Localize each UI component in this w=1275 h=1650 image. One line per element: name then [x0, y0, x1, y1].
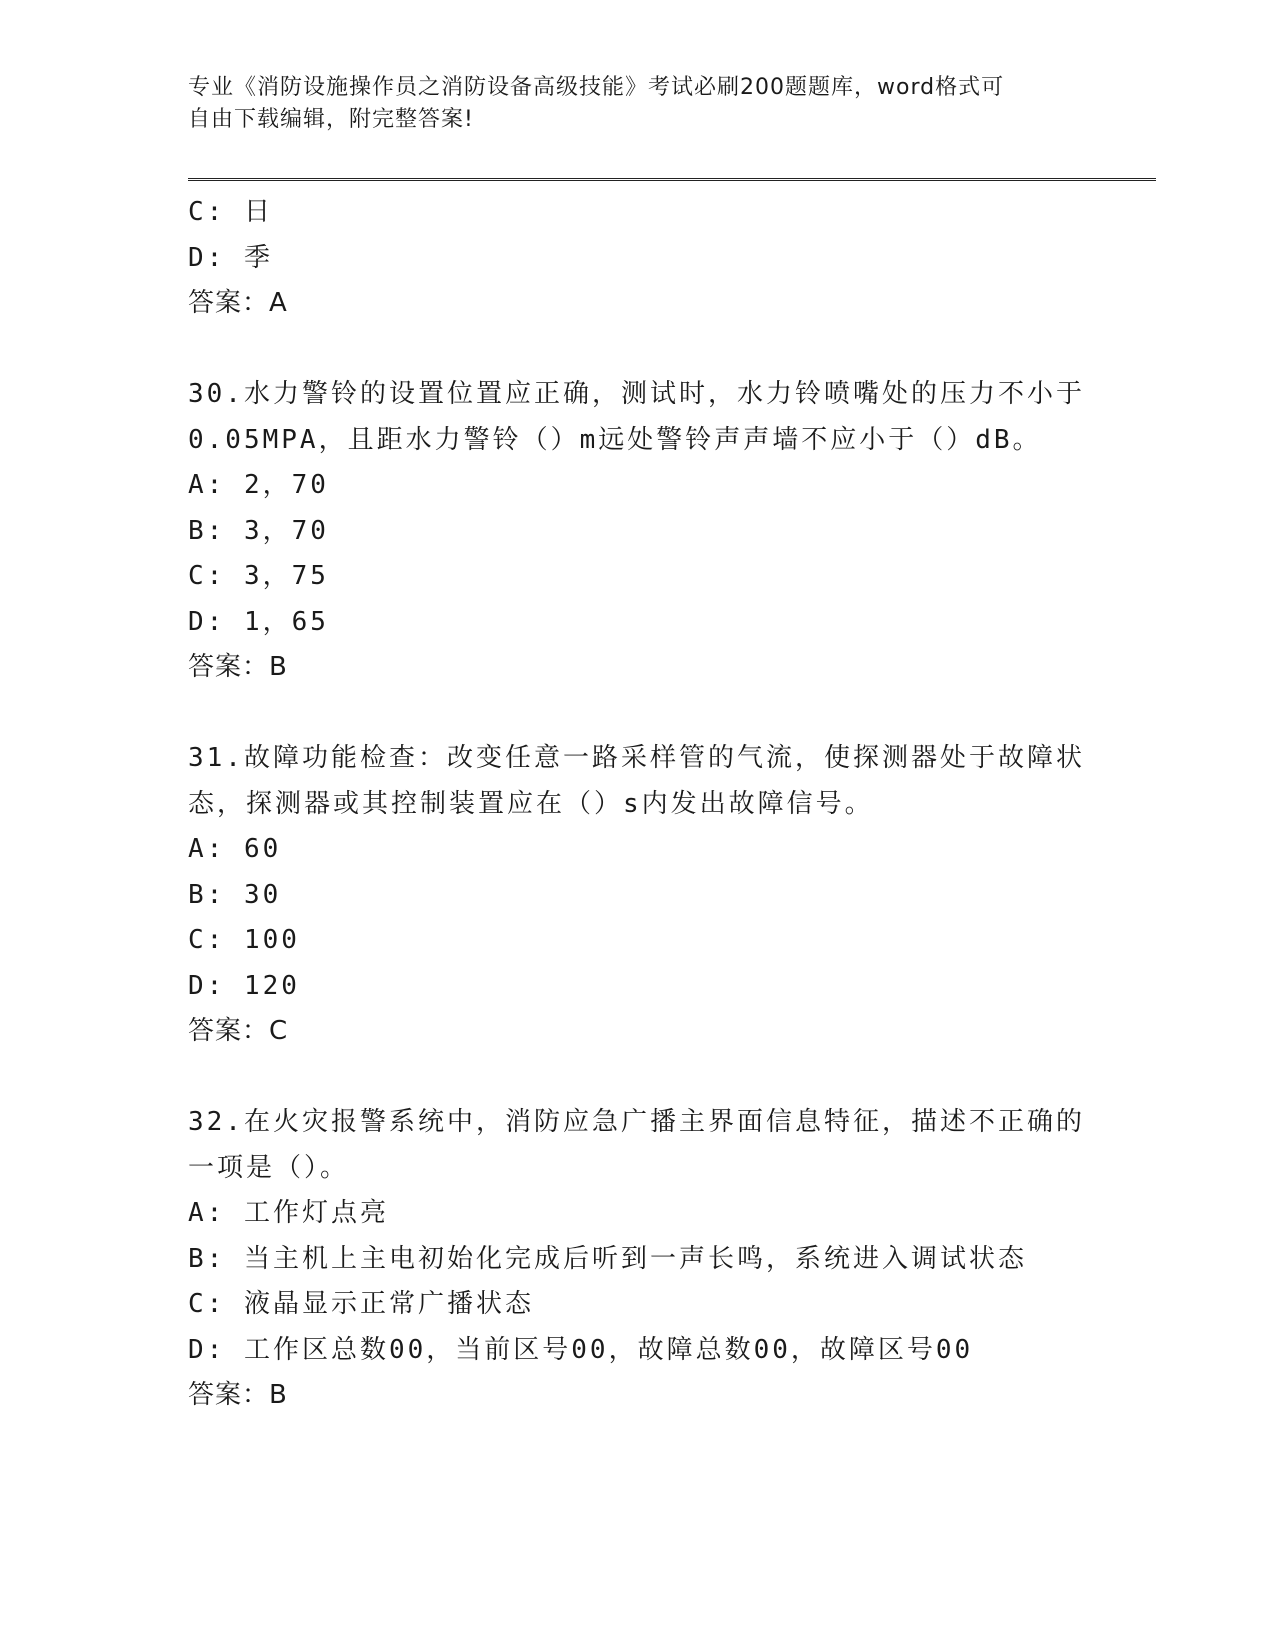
- option-d: D: 120: [188, 970, 300, 1001]
- document-header: [188, 72, 1068, 136]
- header-divider: [188, 178, 1156, 181]
- spacer: [188, 327, 1088, 373]
- option-c: C: 液晶显示正常广播状态: [188, 1289, 534, 1319]
- question-31: [188, 736, 1088, 1055]
- option-c: C: 100: [188, 925, 300, 955]
- option-b: B: 30: [188, 879, 282, 910]
- option-c: C: 3，75: [188, 561, 329, 591]
- answer-line: 答案：A: [188, 288, 288, 318]
- option-b: B: 3，70: [188, 515, 329, 546]
- answer-line: 答案：C: [188, 1016, 289, 1046]
- question-text-line: 态，探测器或其控制装置应在（）s内发出故障信号。: [188, 788, 874, 819]
- question-list: [188, 190, 1088, 1419]
- option-a: A: 60: [188, 834, 282, 864]
- question-text-line: 31.故障功能检查：改变任意一路采样管的气流，使探测器处于故障状: [188, 743, 1085, 773]
- spacer: [188, 1055, 1088, 1101]
- question-text-line: 一项是（）。: [188, 1152, 350, 1183]
- spacer: [188, 691, 1088, 737]
- option-b: B: 当主机上主电初始化完成后听到一声长鸣，系统进入调试状态: [188, 1243, 1027, 1274]
- question-text-line: 32.在火灾报警系统中，消防应急广播主界面信息特征，描述不正确的: [188, 1107, 1085, 1137]
- option-c: C: 日: [188, 197, 273, 227]
- question-text-line: 30.水力警铃的设置位置应正确，测试时，水力铃喷嘴处的压力不小于: [188, 379, 1085, 409]
- answer-line: 答案：B: [188, 1380, 288, 1410]
- option-d: D: 1，65: [188, 606, 329, 637]
- option-a: A: 2，70: [188, 470, 329, 500]
- option-d: D: 工作区总数00，当前区号00，故障总数00，故障区号00: [188, 1334, 974, 1365]
- header-line-2: 自由下载编辑，附完整答案!: [188, 107, 474, 132]
- question-32: [188, 1100, 1088, 1419]
- option-d: D: 季: [188, 242, 273, 273]
- header-line-1: 专业《消防设施操作员之消防设备高级技能》考试必刷200题题库，word格式可: [188, 75, 1005, 100]
- partial-question: [188, 190, 1088, 327]
- answer-line: 答案：B: [188, 652, 288, 682]
- option-a: A: 工作灯点亮: [188, 1198, 389, 1228]
- question-text-line: 0.05MPA，且距水力警铃（）m远处警铃声声墙不应小于（）dB。: [188, 424, 1042, 455]
- question-30: [188, 372, 1088, 691]
